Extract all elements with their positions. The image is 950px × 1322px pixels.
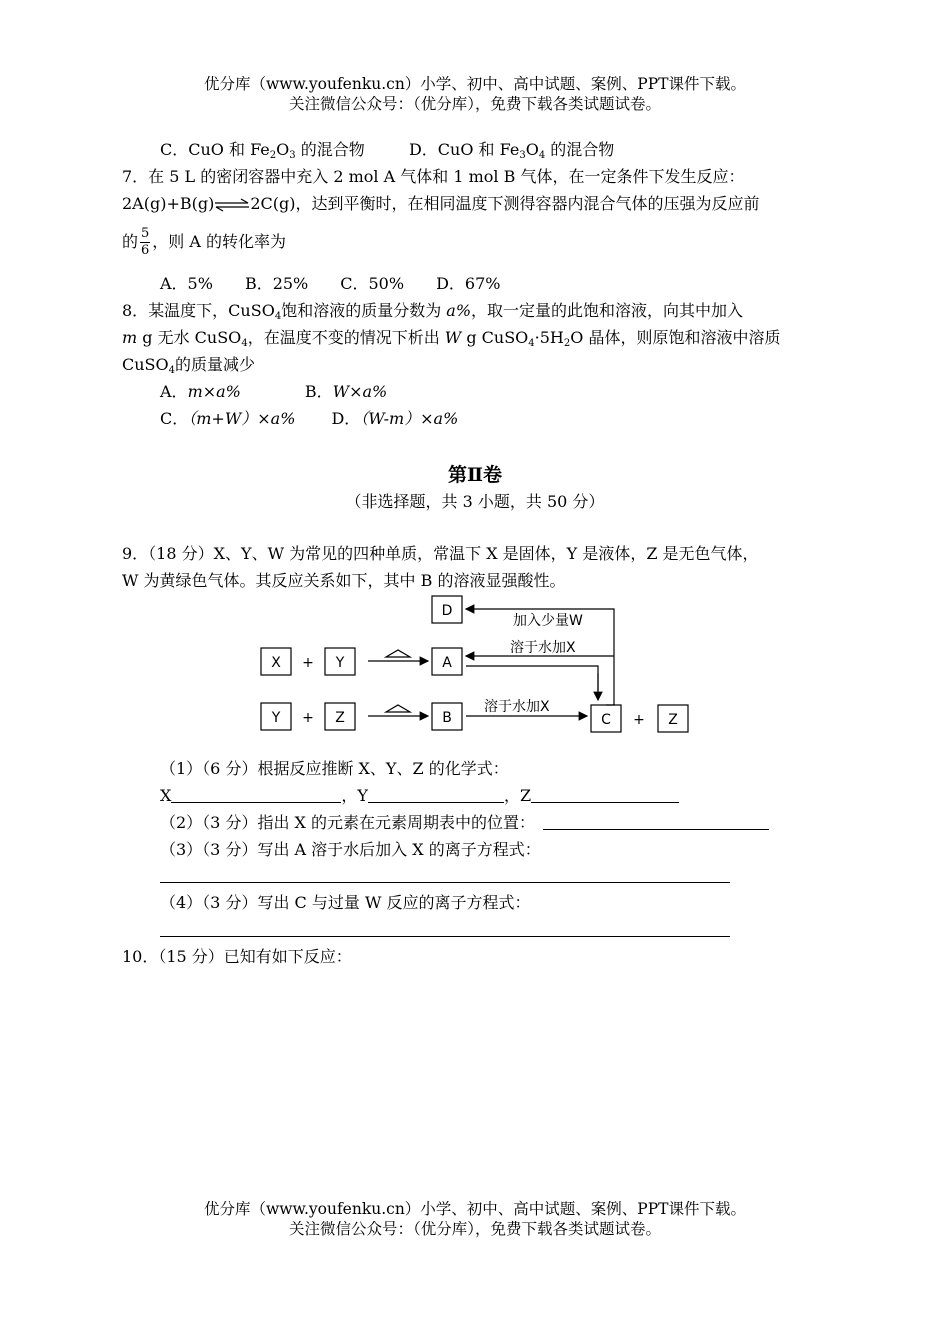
page-footer	[0, 1199, 950, 1239]
q8-options-ab	[160, 379, 387, 405]
q8-stem-line-2: m g 无水 CuSO$_4$，在温度不变的情况下析出 W g $CuSO_4\cdot 5H_2O$ 晶体，则原饱和溶液中溶质	[122, 328, 781, 349]
q8-option-d: D．（W-m）×a%	[331, 409, 459, 428]
blank-position[interactable]	[543, 813, 769, 830]
heat-triangle-icon	[386, 650, 410, 657]
label-a: A	[442, 655, 452, 671]
q7-options: A．5% B．25% C．50% D．67%	[160, 274, 501, 293]
blank-z[interactable]	[531, 786, 679, 803]
q9-sub2: （2）（3 分）指出 X 的元素在元素周期表中的位置：	[160, 813, 536, 832]
label-dissolve-x-1: 溶于水加X	[510, 640, 576, 656]
label-d: D	[441, 603, 453, 619]
blank-x[interactable]	[171, 786, 341, 803]
answer-line-3[interactable]	[160, 882, 730, 883]
q6-option-d: D．CuO 和 $Fe_3O_4$ 的混合物	[408, 140, 615, 161]
page-header	[0, 74, 950, 114]
label-y-2: Y	[271, 710, 281, 726]
header-line-1: 优分库（www.youfenku.cn）小学、初中、高中试题、案例、PPT课件下载。	[203, 75, 747, 93]
plus-2: +	[302, 710, 314, 726]
q8-options-cd	[160, 406, 458, 432]
arrow-a-to-c	[466, 666, 598, 700]
label-z: Z	[335, 710, 345, 726]
q9-sub3: （3）（3 分）写出 A 溶于水后加入 X 的离子方程式：	[160, 840, 541, 859]
heat-triangle-icon-2	[386, 705, 410, 712]
footer-line-1: 优分库（www.youfenku.cn）小学、初中、高中试题、案例、PPT课件下载。	[203, 1200, 747, 1218]
q7-eq-left: 2A(g)+B(g)	[122, 194, 215, 213]
blank-y[interactable]	[368, 786, 504, 803]
q7-equation-line	[122, 191, 760, 217]
label-y: Y	[335, 655, 345, 671]
q9-stem-line-2: W 为黄绿色气体。其反应关系如下，其中 B 的溶液显强酸性。	[122, 571, 566, 590]
label-add-w: 加入少量W	[513, 613, 583, 629]
q6-options	[160, 137, 614, 163]
label-b: B	[442, 710, 452, 726]
q8-stem-line-1: 8．某温度下，CuSO$_4$饱和溶液的质量分数为 a%，取一定量的此饱和溶液，向其中加入	[122, 301, 744, 322]
q9-sub2-line	[160, 810, 769, 836]
q8-option-b: B．W×a%	[304, 382, 388, 401]
label-dissolve-x-2: 溶于水加X	[484, 699, 550, 715]
reaction-diagram	[0, 590, 950, 740]
label-c: C	[601, 712, 611, 728]
label-x: X	[271, 655, 281, 671]
equilibrium-arrow-icon	[214, 198, 250, 212]
label-z-2: Z	[668, 712, 678, 728]
q8-option-a: A．m×a%	[160, 382, 241, 401]
q9-sub4: （4）（3 分）写出 C 与过量 W 反应的离子方程式：	[160, 893, 531, 912]
q8-stem-line-3: CuSO$_4$的质量减少	[122, 355, 256, 376]
answer-line-4[interactable]	[160, 936, 730, 937]
q7-eq-right: 2C(g)，达到平衡时，在相同温度下测得容器内混合气体的压强为反应前	[250, 194, 760, 213]
q7-stem-line-3: 的 $\frac{5}{6}$ ，则 A 的转化率为	[122, 226, 287, 258]
q8-option-c: C．（m+W）×a%	[160, 409, 296, 428]
q9-sub1-blanks: X ，Y ，Z	[160, 783, 679, 809]
q9-stem-line-1: 9．（18 分）X、Y、W 为常见的四种单质，常温下 X 是固体，Y 是液体，Z 是无色气体，	[122, 544, 759, 563]
q9-sub1: （1）（6 分）根据反应推断 X、Y、Z 的化学式：	[160, 759, 509, 778]
q6-option-c: C．CuO 和 $Fe_2O_3$ 的混合物	[160, 140, 365, 161]
section-subtitle: （非选择题，共 3 小题，共 50 分）	[345, 492, 605, 511]
q7-stem-line-1: 7．在 5 L 的密闭容器中充入 2 mol A 气体和 1 mol B 气体，在一定条件下发生反应：	[122, 167, 745, 186]
plus-3: +	[633, 712, 645, 728]
q10-stem: 10．（15 分）已知有如下反应：	[122, 947, 352, 966]
footer-line-2: 关注微信公众号：（优分库），免费下载各类试题试卷。	[288, 1220, 661, 1238]
section-title: 第Ⅱ卷	[447, 464, 502, 486]
header-line-2: 关注微信公众号：（优分库），免费下载各类试题试卷。	[288, 95, 661, 113]
fraction-five-sixths: $\frac{5}{6}$	[141, 226, 150, 258]
plus-1: +	[302, 655, 314, 671]
